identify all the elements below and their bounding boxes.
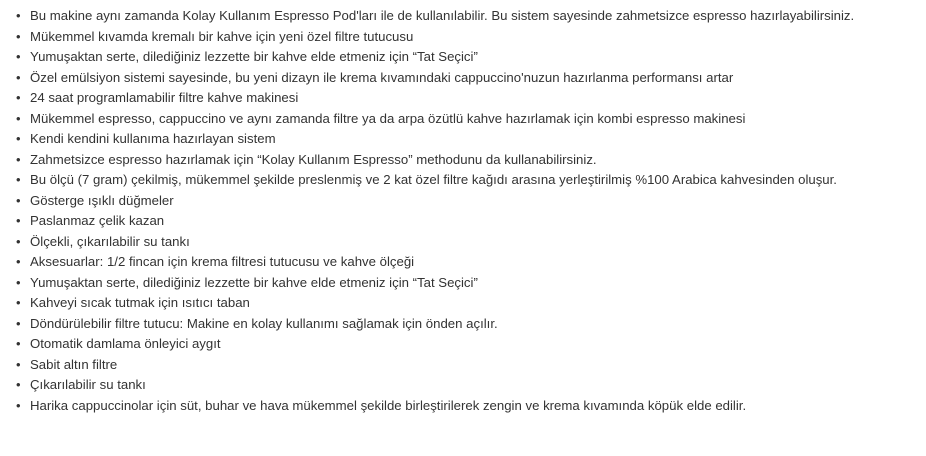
list-item: • Mükemmel kıvamda kremalı bir kahve için yeni özel filtre tutucusu: [0, 27, 926, 47]
list-item: • Gösterge ışıklı düğmeler: [0, 191, 926, 211]
list-item: • Yumuşaktan serte, dilediğiniz lezzette bir kahve elde etmeniz için “Tat Seçici”: [0, 273, 926, 293]
list-item: • Kendi kendini kullanıma hazırlayan sistem: [0, 129, 926, 149]
list-item: • Çıkarılabilir su tankı: [0, 375, 926, 395]
list-item: • Otomatik damlama önleyici aygıt: [0, 334, 926, 354]
list-item: • Paslanmaz çelik kazan: [0, 211, 926, 231]
list-item: • Bu makine aynı zamanda Kolay Kullanım Espresso Pod'ları ile de kullanılabilir. Bu sistem sayesinde zahmetsizce espresso hazırlayabilirsiniz.: [0, 6, 926, 26]
list-item: • Zahmetsizce espresso hazırlamak için “Kolay Kullanım Espresso” methodunu da kullanabilirsiniz.: [0, 150, 926, 170]
list-item: • Özel emülsiyon sistemi sayesinde, bu yeni dizayn ile krema kıvamındaki cappuccino'nuzun hazırlanma performansı artar: [0, 68, 926, 88]
list-item: • Döndürülebilir filtre tutucu: Makine en kolay kullanımı sağlamak için önden açılır.: [0, 314, 926, 334]
list-item: • 24 saat programlamabilir filtre kahve makinesi: [0, 88, 926, 108]
list-item: • Harika cappuccinolar için süt, buhar ve hava mükemmel şekilde birleştirilerek zengin ve krema kıvamında köpük elde edilir.: [0, 396, 926, 416]
list-item: • Ölçekli, çıkarılabilir su tankı: [0, 232, 926, 252]
list-item: • Aksesuarlar: 1/2 fincan için krema filtresi tutucusu ve kahve ölçeği: [0, 252, 926, 272]
list-item: • Bu ölçü (7 gram) çekilmiş, mükemmel şekilde preslenmiş ve 2 kat özel filtre kağıdı arasına yerleştirilmiş %100 Arabica kahvesinden oluşur.: [0, 170, 926, 190]
list-item: • Yumuşaktan serte, dilediğiniz lezzette bir kahve elde etmeniz için “Tat Seçici”: [0, 47, 926, 67]
list-item: • Kahveyi sıcak tutmak için ısıtıcı taban: [0, 293, 926, 313]
list-item: • Mükemmel espresso, cappuccino ve aynı zamanda filtre ya da arpa özütlü kahve hazırlamak için kombi espresso makinesi: [0, 109, 926, 129]
list-item: • Sabit altın filtre: [0, 355, 926, 375]
